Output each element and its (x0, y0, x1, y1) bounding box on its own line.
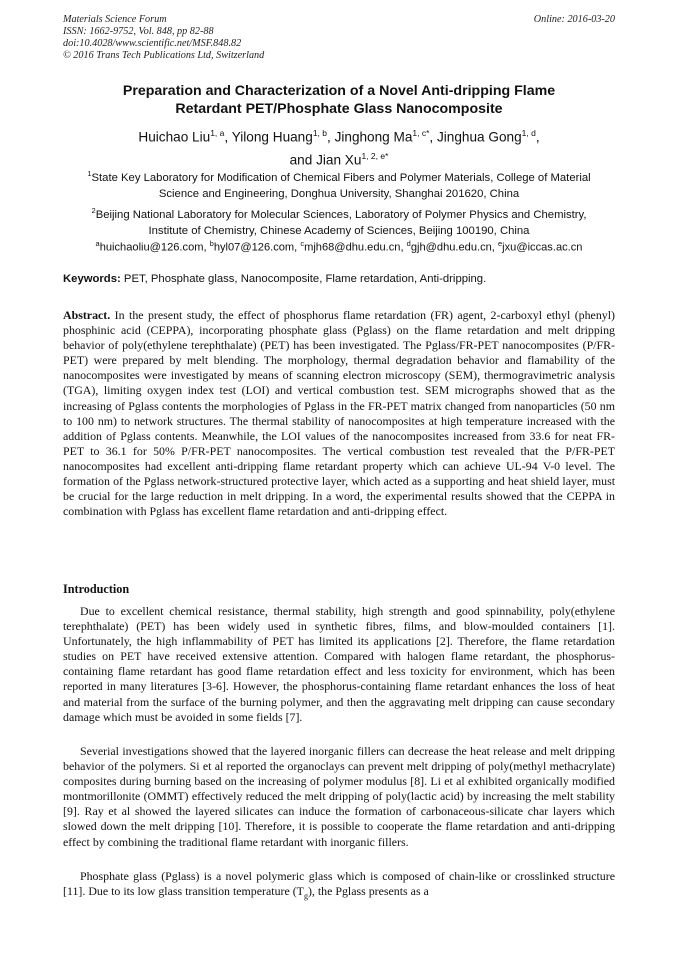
online-date: Online: 2016-03-20 (533, 14, 615, 25)
title-line-2: Retardant PET/Phosphate Glass Nanocomposite (175, 101, 503, 117)
keywords (63, 273, 615, 285)
author-affiliation-mark: 1, 2, e* (361, 150, 389, 161)
abstract-label: Abstract. (63, 308, 111, 322)
author-affiliation-mark: 1, a (210, 128, 225, 138)
author-affiliation-mark: 1, c* (412, 128, 430, 138)
author-name: Jinghong Ma (334, 129, 413, 145)
author-name: and Jian Xu (289, 152, 362, 168)
abstract (63, 308, 615, 519)
author-name: Yilong Huang (231, 129, 313, 145)
author-affiliation-mark: 1, d (521, 128, 536, 138)
journal-name: Materials Science Forum (63, 14, 167, 25)
title-line-1: Preparation and Characterization of a Novel Anti-dripping Flame (122, 83, 556, 99)
doi[interactable]: doi:10.4028/www.scientific.net/MSF.848.82 (63, 38, 242, 49)
author-name: Huichao Liu (138, 129, 211, 145)
section-heading-introduction: Introduction (63, 582, 130, 596)
intro-paragraph-2: Severial investigations showed that the layered inorganic fillers can decrease the heat release and melt dripping behavior of the polymers. Si et al reported the organoclays can prevent melt dripping of poly(methyl methacrylate) composites during burning based on the increasing of polymer modulus [8]. Li et al exhibited organically modified montmorillonite (OMMT) effectively reduced the melt dripping of poly(lactic acid) by increasing the melt stability [9]. Ray et al showed the layered silicates can induce the formation of carbonaceous-silicate char layers which slowed down the melt dripping [10]. Therefore, it is possible to cooperate the flame retardation and anti-dripping effect by combining the traditional flame retardant with inorganic fillers. (63, 744, 615, 849)
affiliation-1: $^1$State Key Laboratory for Modification of Chemical Fibers and Polymer Materials, College of Material Science and Engineering, Donghua University, Shanghai 201620, China (87, 169, 591, 200)
author-affiliation-mark: 1, b (312, 128, 327, 138)
affiliation-2: $^2$Beijing National Laboratory for Molecular Sciences, Laboratory of Polymer Physics and Chemistry, Institute of Chemistry, Chinese Academy of Sciences, Beijing 100190, China (91, 206, 587, 237)
email-link[interactable]: gjh@dhu.edu.cn (410, 241, 492, 254)
issn-volume: ISSN: 1662-9752, Vol. 848, pp 82-88 (63, 26, 214, 37)
intro-paragraph-3: Phosphate glass (Pglass) is a novel polymeric glass which is composed of chain-like or crosslinked structure [11]. Due to its low glass transition temperature $(T_g)$, the Pglass presents as a (63, 869, 615, 901)
affiliation-mark: 2 (91, 206, 96, 215)
intro-paragraph-1: Due to excellent chemical resistance, thermal stability, high strength and good spinnability, poly(ethylene terephthalate) (PET) has been widely used in synthetic fibres, films, and blow-moulded containers [1]. Unfortunately, the high inflammability of PET has limited its applications [2]. Therefore, the flame retardation studies on PET have received extensive attention. Compared with halogen flame retardant, the phosphorus-containing flame retardant has good flame retardation effect and less toxicity for environment, which has been reported in many literatures [3-6]. However, the phosphorus-containing flame retardant enhances the loss of heat and material from the surface of the burning polymer, and then the aggravating melt dripping can cause secondary damage which must be avoided in some fields [7]. (63, 604, 615, 724)
author-emails: $^a$huichaoliu@126.com, $^b$hyl07@126.com, $^c$mjh68@dhu.edu.cn, $^d$gjh@dhu.edu.cn, $^e$jxu@iccas.ac.cn (95, 239, 583, 254)
email-link[interactable]: mjh68@dhu.edu.cn (304, 241, 401, 254)
copyright: © 2016 Trans Tech Publications Ltd, Switzerland (63, 50, 265, 61)
keywords-text: PET, Phosphate glass, Nanocomposite, Flame retardation, Anti-dripping. (120, 273, 487, 285)
author-line-1: Huichao Liu$^{1, a}$, Yilong Huang$^{1, b}$, Jinghong $Ma^{1, c*}$, Jinghua Gong$^{1, d}$, (138, 128, 540, 145)
author-list (63, 124, 615, 169)
publication-info (63, 14, 264, 62)
email-link[interactable]: huichaoliu@126.com (99, 241, 204, 254)
email-link[interactable]: jxu@iccas.ac.cn (502, 241, 583, 254)
affiliation-mark: 1 (87, 169, 92, 178)
email-link[interactable]: hyl07@126.com (213, 241, 295, 254)
abstract-text: In the present study, the effect of phosphorus flame retardation (FR) agent, 2-carboxyl ethyl (phenyl) phosphinic acid (CEPPA), incorporating phosphate glass (Pglass) on the flame retardation and melt dripping behavior of poly(ethylene terephthalate) (PET) has been investigated. The Pglass/FR-PET nanocomposites (P/FR-PET) were prepared by melt blending. The morphology, thermal degradation behavior and flamability of the nanocomposites were investigated by means of scanning electron microscopy (SEM), thermogravimetric analysis (TGA), limiting oxygen index test (LOI) and vertical combustion test. SEM micrographs showed that as the increasing of Pglass contents the morphologies of Pglass in the FR-PET matrix changed from nanoparticles (50 nm to 100 nm) to network structures. The thermal stability of nanocomposites at high temperature increased with the addition of Pglass contents. Meanwhile, the LOI values of the nanocomposites increased from 33.6 for neat FR-PET to 36.1 for 50% P/FR-PET nanocomposites. The vertical combustion test revealed that the P/FR-PET nanocomposites had excellent anti-dripping flame retardant property which can achieve UL-94 V-0 level. The formation of the Pglass network-structured protective layer, which acted as a supporting and heat shield layer, must be crucial for the large reduction in melt dripping. In a word, the experimental results showed that the CEPPA in combination with Pglass has excellent flame retardation and anti-dripping effect. (63, 308, 615, 519)
author-name: Jinghua Gong (436, 129, 522, 145)
keywords-label: Keywords: (63, 273, 121, 285)
paper-title (63, 82, 615, 118)
